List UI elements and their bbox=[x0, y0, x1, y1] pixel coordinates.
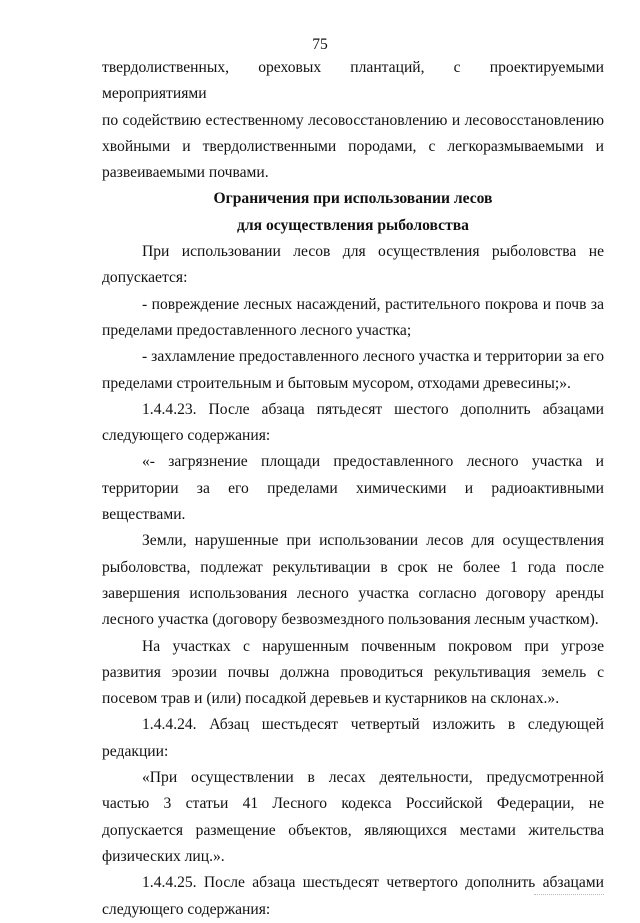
section-heading-line-1: Ограничения при использовании лесов bbox=[213, 190, 493, 208]
paragraph-erosion: На участках с нарушенным почвенным покровом при угрозе развития эрозии почвы должна проводиться рекультивация земель с посевом трав и (или) посадкой деревьев и кустарников на склонах.». bbox=[102, 637, 604, 708]
paragraph-amendment-1-4-4-24: 1.4.4.24. Абзац шестьдесят четвертый изложить в следующей редакции: bbox=[102, 716, 604, 760]
paragraph-restrictions-intro: При использовании лесов для осуществления рыболовства не допускается: bbox=[102, 243, 604, 287]
paragraph-reclamation: Земли, нарушенные при использовании лесов для осуществления рыболовства, подлежат рекультивации в срок не более 1 года после завершения использования лесного участка согласно договору аренды лесного участка (договору безвозмездного пользования лесным участком). bbox=[102, 532, 604, 629]
continuation-line-2: по содействию естественному лесовосстановлению и лесовосстановлению bbox=[102, 111, 604, 129]
page-number: 75 bbox=[312, 36, 328, 53]
paragraph-amendment-1-4-4-23: 1.4.4.23. После абзаца пятьдесят шестого дополнить абзацами следующего содержания: bbox=[102, 400, 604, 445]
section-heading-line-2: для осуществления рыболовства bbox=[237, 216, 469, 234]
scan-artifact bbox=[534, 882, 604, 895]
continuation-line-3: хвойными и твердолиственными породами, с легкоразмываемыми и bbox=[102, 137, 604, 155]
paragraph-littering-item: - захламление предоставленного лесного участка и территории за его пределами строительным и бытовым мусором, отходами древесины;». bbox=[102, 348, 604, 392]
paragraph-damage-item: - повреждение лесных насаждений, растительного покрова и почв за пределами предоставленного лесного участка; bbox=[102, 295, 604, 339]
continuation-line-4: развеиваемыми почвами. bbox=[102, 164, 269, 182]
document-body bbox=[102, 55, 604, 923]
paragraph-residence-prohibition: «При осуществлении в лесах деятельности, предусмотренной частью 3 статьи 41 Лесного кодекса Российской Федерации, не допускается размещение объектов, являющихся местами жительства физических лиц.». bbox=[102, 769, 604, 865]
continuation-line-1: твердолиственных, ореховых плантаций, с проектируемыми мероприятиями bbox=[102, 59, 604, 103]
paragraph-pollution-item: «- загрязнение площади предоставленного лесного участка и территории за его пределами химическими и радиоактивными веществами. bbox=[102, 453, 604, 524]
paragraph-amendment-1-4-4-25: 1.4.4.25. После абзаца шестьдесят четвертого дополнить абзацами следующего содержания: bbox=[102, 874, 604, 918]
